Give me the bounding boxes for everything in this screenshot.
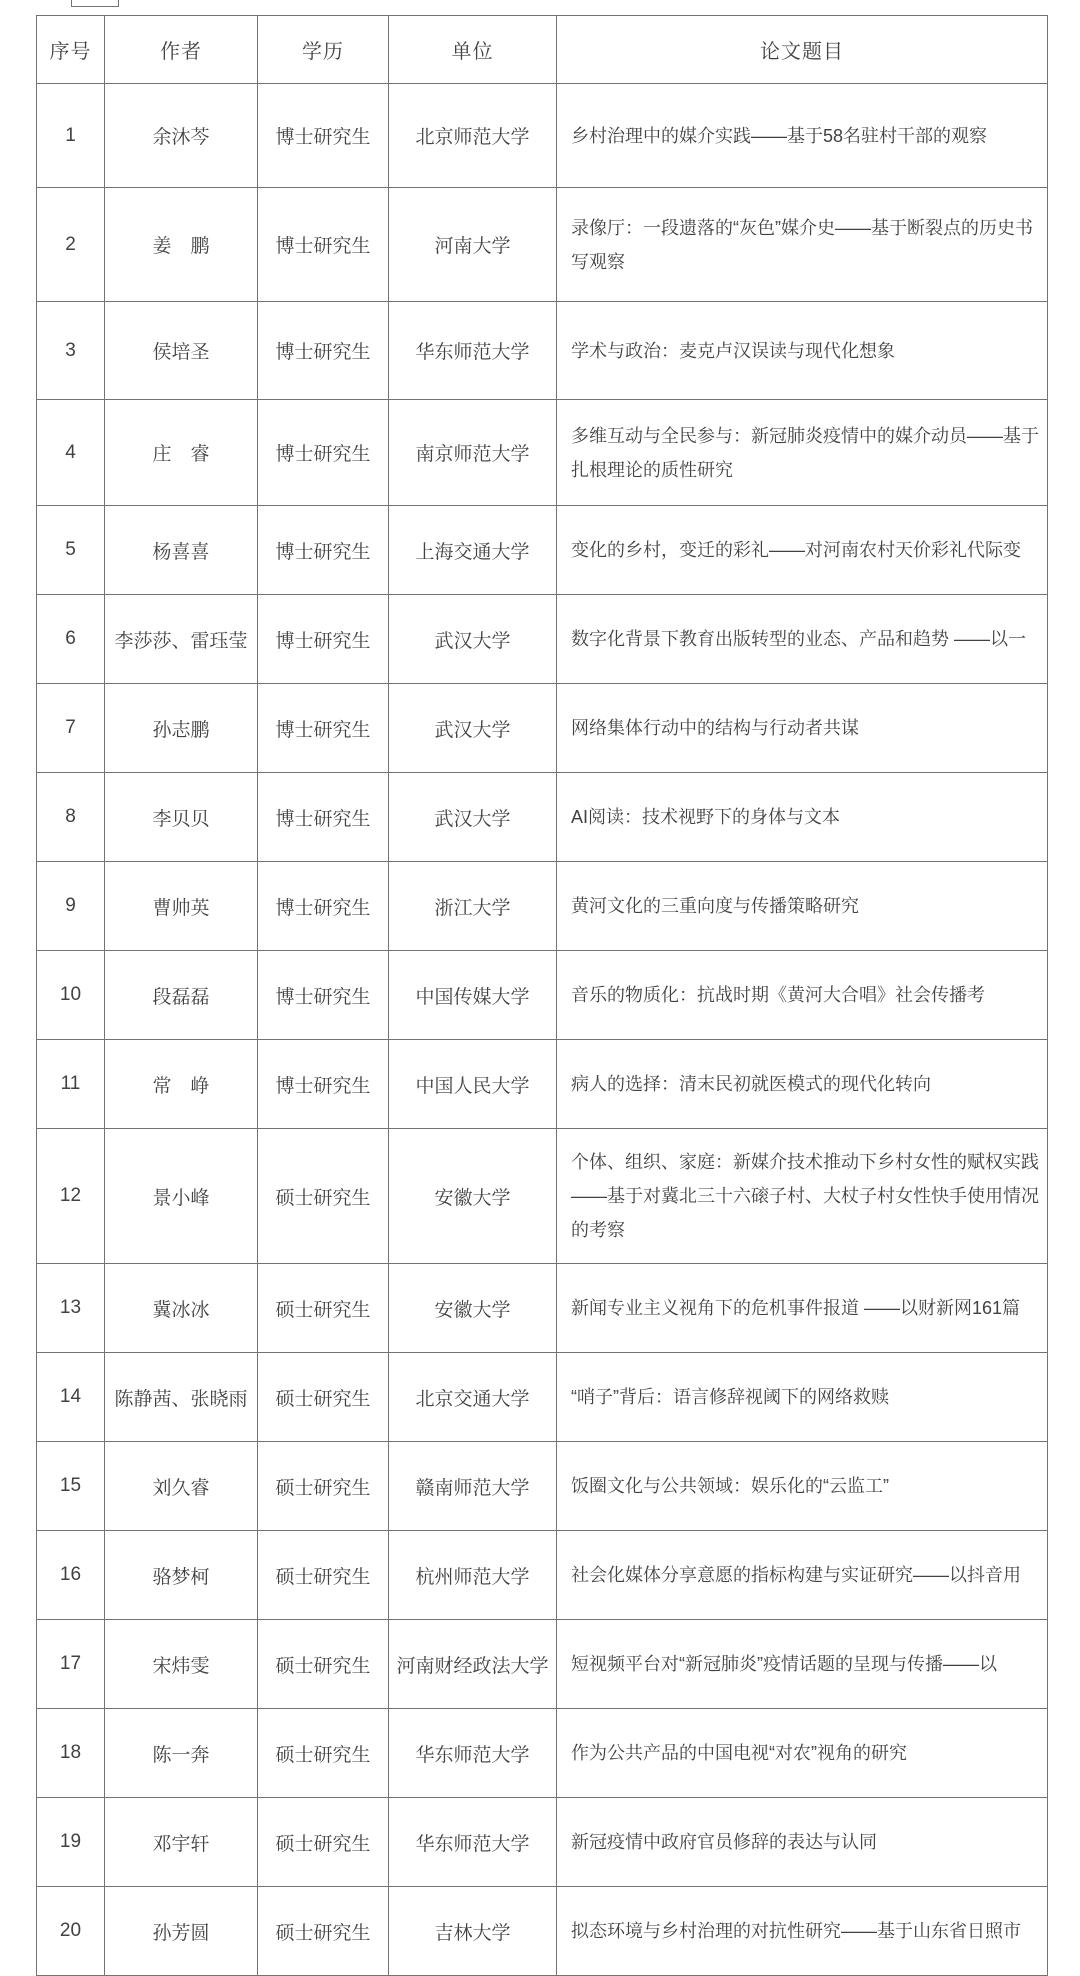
cell-author: 杨喜喜 [105,506,258,595]
cell-title: 音乐的物质化：抗战时期《黄河大合唱》社会传播考 [557,951,1048,1040]
col-header-university: 单位 [389,16,557,84]
cell-university: 武汉大学 [389,773,557,862]
table-row [37,1620,1048,1709]
cropped-table-fragment [71,0,119,7]
cell-index: 15 [37,1442,105,1531]
cell-title: 饭圈文化与公共领域：娱乐化的“云监工” [557,1442,1048,1531]
cell-index: 13 [37,1264,105,1353]
col-header-index: 序号 [37,16,105,84]
cell-author: 余沐芩 [105,84,258,188]
col-header-author: 作者 [105,16,258,84]
cell-university: 杭州师范大学 [389,1531,557,1620]
cell-university: 中国传媒大学 [389,951,557,1040]
table-row [37,862,1048,951]
table-row [37,773,1048,862]
cell-index: 12 [37,1129,105,1264]
cell-author: 陈静茜、张晓雨 [105,1353,258,1442]
cell-index: 10 [37,951,105,1040]
cell-title: 录像厅：一段遗落的“灰色”媒介史——基于断裂点的历史书写观察 [557,188,1048,302]
cell-author: 宋炜雯 [105,1620,258,1709]
table-row [37,1709,1048,1798]
cell-degree: 硕士研究生 [258,1129,389,1264]
table-row [37,400,1048,506]
cell-title: 新闻专业主义视角下的危机事件报道 ——以财新网161篇 [557,1264,1048,1353]
table-row [37,951,1048,1040]
cell-author: 曹帅英 [105,862,258,951]
cell-degree: 博士研究生 [258,595,389,684]
cell-degree: 博士研究生 [258,84,389,188]
cell-title: 多维互动与全民参与：新冠肺炎疫情中的媒介动员——基于扎根理论的质性研究 [557,400,1048,506]
cell-author: 庄 睿 [105,400,258,506]
cell-university: 南京师范大学 [389,400,557,506]
cell-university: 华东师范大学 [389,1798,557,1887]
cell-degree: 硕士研究生 [258,1442,389,1531]
cell-title: 作为公共产品的中国电视“对农”视角的研究 [557,1709,1048,1798]
cell-title: 病人的选择：清末民初就医模式的现代化转向 [557,1040,1048,1129]
cell-index: 6 [37,595,105,684]
cell-index: 16 [37,1531,105,1620]
cell-index: 14 [37,1353,105,1442]
col-header-degree: 学历 [258,16,389,84]
table-row [37,188,1048,302]
cell-university: 赣南师范大学 [389,1442,557,1531]
table-row [37,302,1048,400]
cell-index: 2 [37,188,105,302]
cell-university: 河南财经政法大学 [389,1620,557,1709]
cell-author: 陈一奔 [105,1709,258,1798]
table-row [37,595,1048,684]
cell-author: 景小峰 [105,1129,258,1264]
cell-title: 个体、组织、家庭：新媒介技术推动下乡村女性的赋权实践——基于对冀北三十六磙子村、大杖子村女性快手使用情况的考察 [557,1129,1048,1264]
cell-index: 1 [37,84,105,188]
cell-author: 刘久睿 [105,1442,258,1531]
table-row [37,84,1048,188]
cell-degree: 硕士研究生 [258,1620,389,1709]
cell-title: “哨子”背后：语言修辞视阈下的网络救赎 [557,1353,1048,1442]
cell-index: 8 [37,773,105,862]
table-body [37,84,1048,1976]
cell-index: 7 [37,684,105,773]
cell-title: 网络集体行动中的结构与行动者共谋 [557,684,1048,773]
cell-author: 姜 鹏 [105,188,258,302]
cell-university: 安徽大学 [389,1129,557,1264]
cell-degree: 博士研究生 [258,302,389,400]
cell-university: 华东师范大学 [389,1709,557,1798]
cell-title: 乡村治理中的媒介实践——基于58名驻村干部的观察 [557,84,1048,188]
table-row [37,506,1048,595]
cell-title: 变化的乡村，变迁的彩礼——对河南农村天价彩礼代际变 [557,506,1048,595]
cell-degree: 博士研究生 [258,951,389,1040]
table-row [37,1353,1048,1442]
cell-degree: 博士研究生 [258,506,389,595]
cell-university: 中国人民大学 [389,1040,557,1129]
cell-author: 孙芳圆 [105,1887,258,1976]
cell-degree: 硕士研究生 [258,1709,389,1798]
cell-university: 华东师范大学 [389,302,557,400]
table-header [37,16,1048,84]
cell-title: 黄河文化的三重向度与传播策略研究 [557,862,1048,951]
table-row [37,1442,1048,1531]
cell-title: 数字化背景下教育出版转型的业态、产品和趋势 ——以一 [557,595,1048,684]
cell-author: 邓宇轩 [105,1798,258,1887]
cell-university: 浙江大学 [389,862,557,951]
cell-degree: 硕士研究生 [258,1531,389,1620]
table-row [37,684,1048,773]
cell-degree: 博士研究生 [258,684,389,773]
cell-degree: 博士研究生 [258,773,389,862]
table-row [37,1040,1048,1129]
table-row [37,1531,1048,1620]
cell-author: 李贝贝 [105,773,258,862]
cell-title: 新冠疫情中政府官员修辞的表达与认同 [557,1798,1048,1887]
cell-index: 4 [37,400,105,506]
cell-title: 社会化媒体分享意愿的指标构建与实证研究——以抖音用 [557,1531,1048,1620]
cell-university: 武汉大学 [389,595,557,684]
cell-degree: 博士研究生 [258,862,389,951]
header-row [37,16,1048,84]
cell-author: 常 峥 [105,1040,258,1129]
cell-university: 武汉大学 [389,684,557,773]
table-row [37,1887,1048,1976]
col-header-title: 论文题目 [557,16,1048,84]
cell-author: 孙志鹏 [105,684,258,773]
cell-university: 北京师范大学 [389,84,557,188]
cell-author: 冀冰冰 [105,1264,258,1353]
cell-author: 李莎莎、雷珏莹 [105,595,258,684]
cell-index: 17 [37,1620,105,1709]
cell-index: 19 [37,1798,105,1887]
cell-index: 11 [37,1040,105,1129]
cell-index: 5 [37,506,105,595]
cell-degree: 硕士研究生 [258,1353,389,1442]
cell-title: 拟态环境与乡村治理的对抗性研究——基于山东省日照市 [557,1887,1048,1976]
cell-degree: 博士研究生 [258,1040,389,1129]
cell-index: 3 [37,302,105,400]
papers-table [36,15,1048,1976]
cell-degree: 硕士研究生 [258,1798,389,1887]
cell-title: 短视频平台对“新冠肺炎”疫情话题的呈现与传播——以 [557,1620,1048,1709]
table-row [37,1129,1048,1264]
cell-university: 吉林大学 [389,1887,557,1976]
cell-university: 安徽大学 [389,1264,557,1353]
cell-degree: 博士研究生 [258,400,389,506]
cell-university: 上海交通大学 [389,506,557,595]
cell-title: 学术与政治：麦克卢汉误读与现代化想象 [557,302,1048,400]
cell-university: 北京交通大学 [389,1353,557,1442]
cell-author: 骆梦柯 [105,1531,258,1620]
cell-index: 9 [37,862,105,951]
cell-title: AI阅读：技术视野下的身体与文本 [557,773,1048,862]
cell-degree: 硕士研究生 [258,1264,389,1353]
cell-university: 河南大学 [389,188,557,302]
table-row [37,1264,1048,1353]
cell-degree: 博士研究生 [258,188,389,302]
cell-author: 段磊磊 [105,951,258,1040]
cell-degree: 硕士研究生 [258,1887,389,1976]
cell-index: 18 [37,1709,105,1798]
cell-author: 侯培圣 [105,302,258,400]
table-row [37,1798,1048,1887]
cell-index: 20 [37,1887,105,1976]
